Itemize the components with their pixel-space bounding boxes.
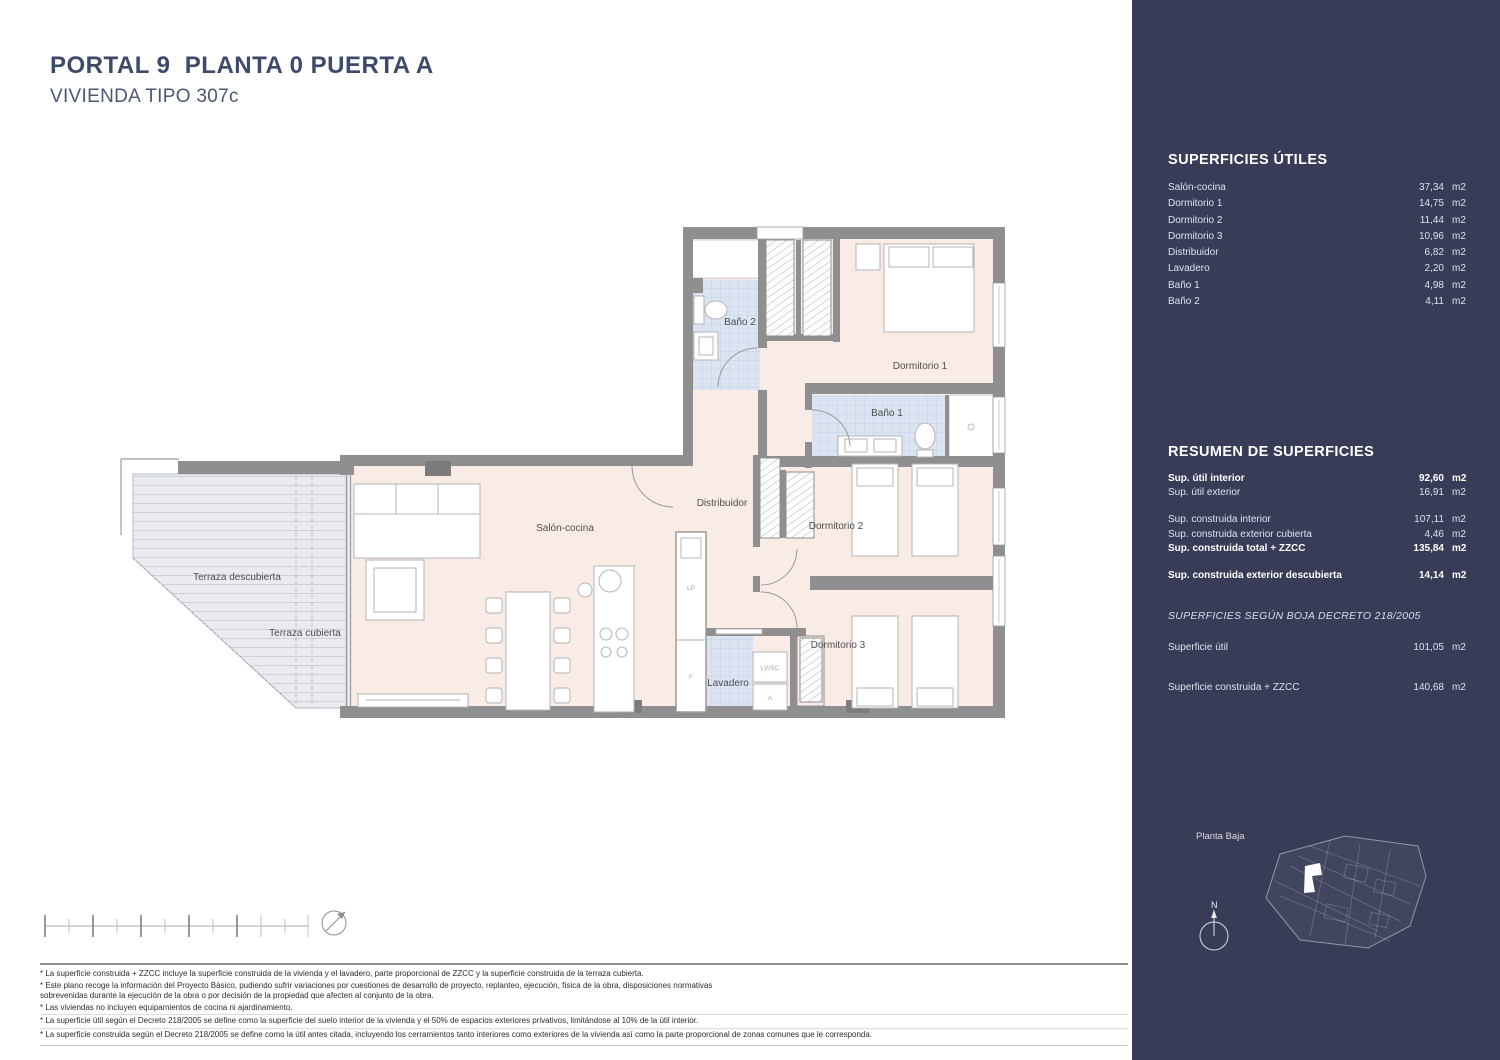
label-salon: Salón-cocina — [536, 523, 594, 534]
label-f: F — [689, 674, 693, 681]
table-row: Lavadero 2,20 m2 — [1168, 263, 1466, 275]
label-dorm1: Dormitorio 1 — [892, 361, 948, 372]
superficies-utiles-section — [1168, 152, 1474, 310]
table-row: Sup. útil exterior 16,91 m2 — [1168, 487, 1466, 499]
laundry-floor — [703, 636, 753, 712]
superficies-utiles-title: SUPERFICIES ÚTILES — [1168, 152, 1328, 168]
table-row: Dormitorio 1 14,75 m2 — [1168, 198, 1466, 210]
boja-title: SUPERFICIES SEGÚN BOJA DECRETO 218/2005 — [1168, 610, 1421, 622]
table-row: Sup. construida exterior descubierta 14,14 m2 — [1168, 570, 1467, 582]
label-bano2: Baño 2 — [724, 317, 756, 328]
table-row: Sup. construida total + ZZCC 135,84 m2 — [1168, 542, 1467, 554]
footnote: * La superficie construida + ZZCC incluye la superficie construida de la vivienda y el lavadero, parte proporcional de ZZCC y la superficie construida de la terraza cubierta. — [40, 969, 644, 978]
label-lvsc: LV/SC — [760, 665, 780, 672]
label-lavadero: Lavadero — [707, 678, 749, 689]
svg-text:N: N — [1211, 900, 1218, 910]
planta-baja-label: Planta Baja — [1196, 831, 1245, 842]
table-row: Sup. construida interior 107,11 m2 — [1168, 514, 1466, 526]
table-row: Dormitorio 3 10,96 m2 — [1168, 230, 1466, 242]
footnotes — [40, 963, 1128, 1046]
resumen-title: RESUMEN DE SUPERFICIES — [1168, 444, 1375, 460]
kitchen-column — [676, 532, 706, 712]
table-row: Dormitorio 2 11,44 m2 — [1168, 214, 1466, 226]
table-row: Baño 2 4,11 m2 — [1168, 296, 1466, 308]
resumen-section — [1168, 444, 1474, 583]
label-dorm2: Dormitorio 2 — [808, 521, 864, 532]
table-row: Baño 1 4,98 m2 — [1168, 279, 1466, 291]
label-dorm3: Dormitorio 3 — [810, 640, 866, 651]
north-compass-icon — [1192, 896, 1238, 956]
terrace-deck — [133, 474, 347, 708]
table-row: Sup. útil interior 92,60 m2 — [1168, 473, 1467, 484]
footnote: * Las viviendas no incluyen equipamientos de cocina ni ajardinamiento. — [40, 1002, 293, 1012]
label-terraza-cubierta: Terraza cubierta — [269, 628, 341, 639]
label-a: A — [767, 695, 773, 702]
label-terraza-descubierta: Terraza descubierta — [193, 572, 281, 583]
page-subtitle: VIVIENDA TIPO 307c — [50, 86, 239, 107]
table-row: Sup. construida exterior cubierta 4,46 m2 — [1168, 528, 1466, 540]
sidebar — [1132, 0, 1500, 1060]
footnote: * La superficie útil según el Decreto 218/2005 se define como la superficie del suelo interior de la vivienda y el 50% de espacios exteriores privativos, limitándose al 10% de la útil interior. — [40, 1014, 1128, 1027]
label-bano1: Baño 1 — [871, 408, 903, 419]
footnote: * Este plano recoge la información del Proyecto Básico, pudiendo sufrir variaciones por cuestiones de desarrollo de proyecto, replanteo, ejecución, física de la obra, disposiciones normativas sobrevenidas durante la ejecución de la obra o por decisión de la propiedad que afecten al conjunto de la obra. — [40, 980, 713, 1000]
boja-section — [1168, 610, 1474, 721]
label-lp: LP — [687, 585, 695, 592]
entrance-door — [757, 227, 803, 239]
bath1-shower — [949, 395, 993, 458]
footnote: * La superficie construida según el Decreto 218/2005 se define como la útil antes citada, incluyendo los cerramientos tanto interiores como exteriores de la vivienda así como la parte proporcional de zonas comunes que le corresponda. — [40, 1028, 1128, 1041]
table-row: Superficie construida + ZZCC 140,68 m2 — [1168, 682, 1466, 694]
plan-compass-icon — [322, 911, 346, 935]
table-row: Salón-cocina 37,34 m2 — [1168, 182, 1466, 193]
page-title: PORTAL 9 PLANTA 0 PUERTA A — [50, 52, 434, 79]
table-row: Superficie útil 101,05 m2 — [1168, 642, 1466, 653]
scale-bar — [45, 915, 308, 937]
site-plan — [1250, 826, 1435, 966]
shower-tray — [692, 240, 760, 278]
table-row: Distribuidor 6,82 m2 — [1168, 247, 1466, 259]
label-distribuidor: Distribuidor — [696, 498, 748, 509]
